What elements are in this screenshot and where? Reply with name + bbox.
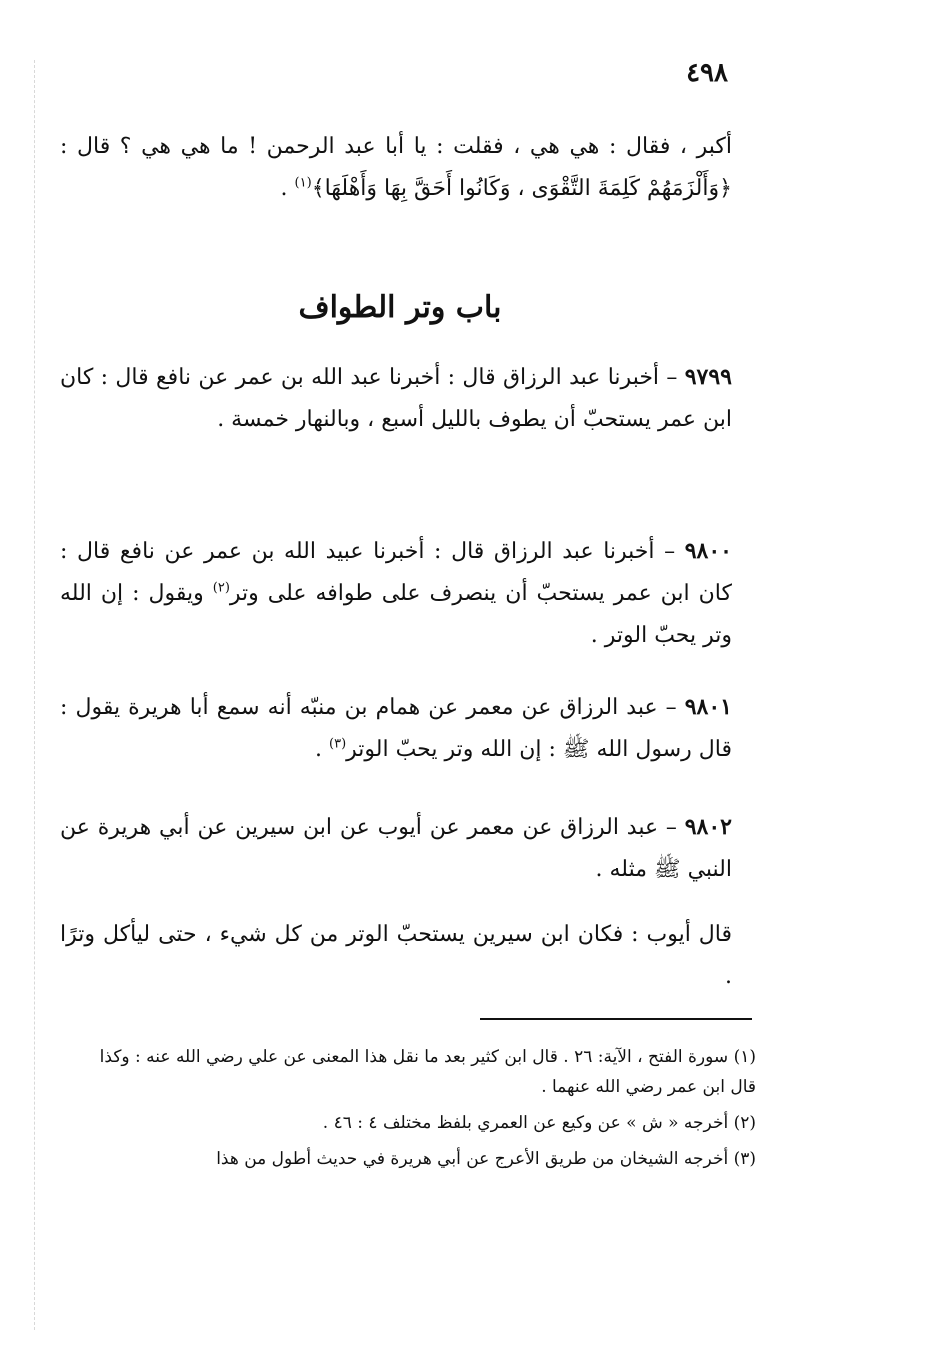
hadith-footnote-ref[interactable]: (٢) xyxy=(212,580,230,596)
ayyub-paragraph: قال أيوب : فكان ابن سيرين يستحبّ الوتر من كل شيء ، حتى ليأكل وترًا . xyxy=(60,922,732,989)
chapter-heading: باب وتر الطواف xyxy=(298,290,502,325)
footnote-2: (٢) أخرجه « ش » عن وكيع عن العمري بلفظ مختلف ٤ : ٤٦ . xyxy=(322,1113,756,1133)
page-number: ٤٩٨ xyxy=(686,58,728,88)
footnote-1: (١) سورة الفتح ، الآية: ٢٦ . قال ابن كثير بعد ما نقل هذا المعنى عن علي رضي الله عنه : وكذا قال ابن عمر رضي الله عنهما . xyxy=(99,1047,756,1097)
hadith-number: ٩٨٠١ xyxy=(684,694,732,720)
hadith-9801 xyxy=(60,686,732,771)
footnotes xyxy=(70,1042,756,1180)
hadith-9800 xyxy=(60,530,732,657)
footnote-divider xyxy=(480,1018,752,1020)
hadith-text: – أخبرنا عبد الرزاق قال : أخبرنا عبيد الله بن عمر عن نافع قال : كان ابن عمر يستحبّ أن ينصرف على طوافه على وتر xyxy=(60,539,732,606)
hadith-text: – أخبرنا عبد الرزاق قال : أخبرنا عبد الله بن عمر عن نافع قال : كان ابن عمر يستحبّ أن يطوف بالليل أسبع ، وبالنهار خمسة . xyxy=(60,365,732,432)
scan-margin-line xyxy=(34,60,35,1330)
hadith-text-after: . xyxy=(315,737,329,762)
hadith-text: – عبد الرزاق عن معمر عن همام بن منبّه أنه سمع أبا هريرة يقول : قال رسول الله ﷺ : إن الله وتر يحبّ الوتر xyxy=(60,695,732,762)
hadith-number: ٩٧٩٩ xyxy=(684,364,732,390)
intro-footnote-ref[interactable]: (١) xyxy=(294,175,312,191)
intro-text: أكبر ، فقال : هي هي ، فقلت : يا أبا عبد الرحمن ! ما هي هي ؟ قال : ﴿وَأَلْزَمَهُمْ كَلِمَةَ التَّقْوَى ، وَكَانُوا أَحَقَّ بِهَا وَأَهْلَهَا﴾ xyxy=(60,134,732,201)
footnote-3: (٣) أخرجه الشيخان من طريق الأعرج عن أبي هريرة في حديث أطول من هذا xyxy=(216,1149,756,1169)
intro-end: . xyxy=(280,176,295,201)
hadith-9799 xyxy=(60,356,732,441)
hadith-number: ٩٨٠٢ xyxy=(684,814,732,840)
hadith-number: ٩٨٠٠ xyxy=(684,538,732,564)
hadith-text: – عبد الرزاق عن معمر عن أيوب عن ابن سيرين عن أبي هريرة عن النبي ﷺ مثله . xyxy=(60,815,732,882)
intro-paragraph xyxy=(60,126,732,210)
hadith-footnote-ref[interactable]: (٣) xyxy=(329,736,347,752)
hadith-9802 xyxy=(60,806,732,891)
hadith-text-after: ويقول : إن الله وتر يحبّ الوتر . xyxy=(60,581,732,648)
